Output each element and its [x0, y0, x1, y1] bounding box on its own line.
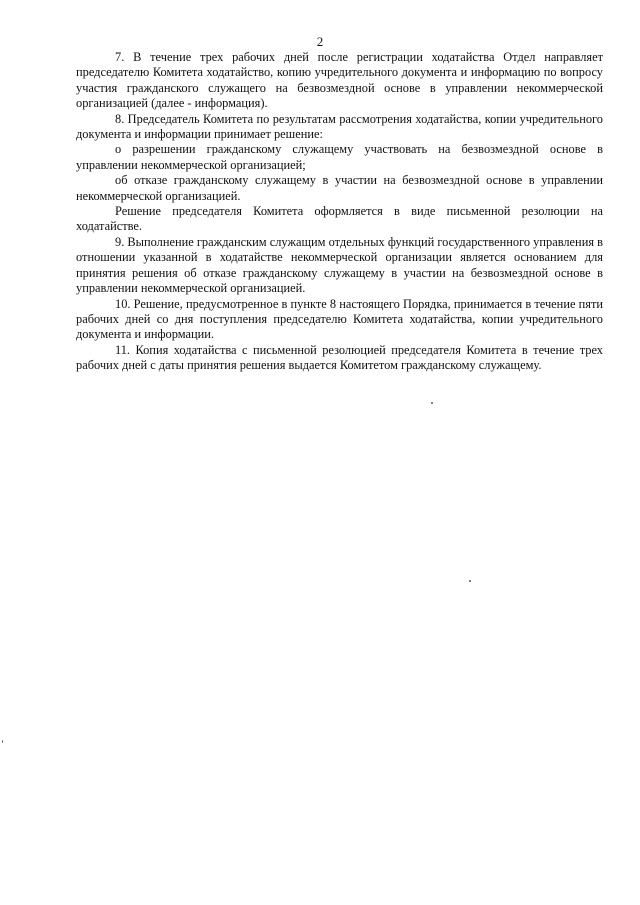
document-body — [76, 50, 603, 374]
page-number: 2 — [316, 34, 324, 49]
paragraph-8-option-refuse: об отказе гражданскому служащему в участии на безвозмездной основе в управлении некоммерческой организацией. — [76, 173, 603, 203]
paragraph-9: 9. Выполнение гражданским служащим отдельных функций государственного управления в отношении указанной в ходатайстве некоммерческой организации является основанием для принятия решения об отказе гражданскому служащему в участии на безвозмездной основе в управлении некоммерческой организацией. — [76, 234, 603, 296]
paragraph-8-option-permit: о разрешении гражданскому служащему участвовать на безвозмездной основе в управлении некоммерческой организацией; — [76, 142, 603, 172]
scan-speck — [2, 740, 3, 743]
scan-speck — [431, 402, 433, 404]
scan-speck — [469, 580, 471, 582]
paragraph-8-resolution: Решение председателя Комитета оформляется в виде письменной резолюции на ходатайстве. — [76, 204, 603, 234]
paragraph-8: 8. Председатель Комитета по результатам рассмотрения ходатайства, копии учредительного документа и информации принимает решение: — [76, 111, 603, 142]
paragraph-11: 11. Копия ходатайства с письменной резолюцией председателя Комитета в течение трех рабочих дней с даты принятия решения выдается Комитетом гражданскому служащему. — [76, 342, 603, 373]
paragraph-7: 7. В течение трех рабочих дней после регистрации ходатайства Отдел направляет председателю Комитета ходатайство, копию учредительного документа и информацию по вопросу участия гражданского служащего на безвозмездной основе в управлении некоммерческой организацией (далее - информация). — [76, 50, 603, 111]
paragraph-10: 10. Решение, предусмотренное в пункте 8 настоящего Порядка, принимается в течение пяти рабочих дней со дня поступления председателю Комитета ходатайства, копии учредительного документа и информации. — [76, 296, 603, 342]
